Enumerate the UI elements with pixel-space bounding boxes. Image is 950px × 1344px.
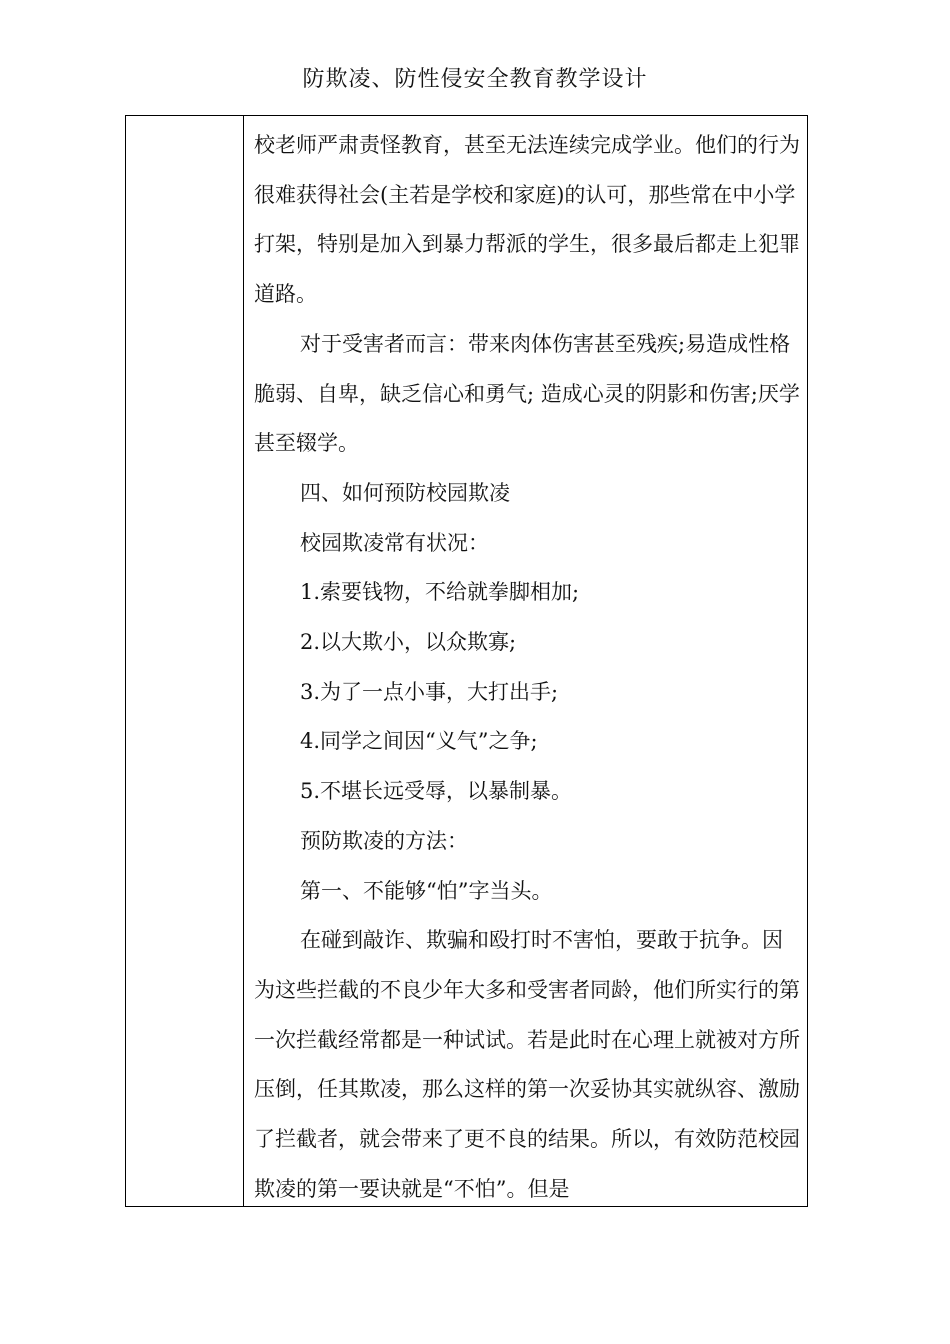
table-content-cell: [254, 121, 802, 1214]
lesson-table: [125, 115, 808, 1207]
section-heading: 四、如何预防校园欺凌: [300, 480, 510, 505]
list-item: 1.索要钱物，不给就拳脚相加;: [300, 580, 580, 605]
list-item: 3.为了一点小事，大打出手;: [300, 679, 559, 704]
list-item: 2.以大欺小，以众欺寡;: [300, 630, 517, 655]
paragraph: 校园欺凌常有状况：: [300, 530, 489, 555]
page-title: 防欺凌、防性侵安全教育教学设计: [302, 67, 648, 92]
list-item: 4.同学之间因“义气”之争;: [300, 729, 538, 754]
table-left-column: [126, 116, 244, 1206]
paragraph: 对于受害者而言：带来肉体伤害甚至残疾;易造成性格脆弱、自卑，缺乏信心和勇气; 造成心灵的阴影和伤害;厌学甚至辍学。: [254, 331, 800, 456]
paragraph: 第一、不能够“怕”字当头。: [300, 878, 553, 903]
list-item: 5.不堪长远受辱，以暴制暴。: [300, 779, 573, 804]
paragraph: 校老师严肃责怪教育，甚至无法连续完成学业。他们的行为很难获得社会(主若是学校和家庭)的认可，那些常在中小学打架，特别是加入到暴力帮派的学生，很多最后都走上犯罪道路。: [254, 133, 800, 307]
paragraph: 预防欺凌的方法：: [300, 828, 468, 853]
paragraph: 在碰到敲诈、欺骗和殴打时不害怕，要敢于抗争。因为这些拦截的不良少年大多和受害者同龄，他们所实行的第一次拦截经常都是一种试试。若是此时在心理上就被对方所压倒，任其欺凌，那么这样的第一次妥协其实就纵容、激励了拦截者，就会带来了更不良的结果。所以，有效防范校园欺凌的第一要诀就是“不怕”。但是: [254, 928, 800, 1201]
